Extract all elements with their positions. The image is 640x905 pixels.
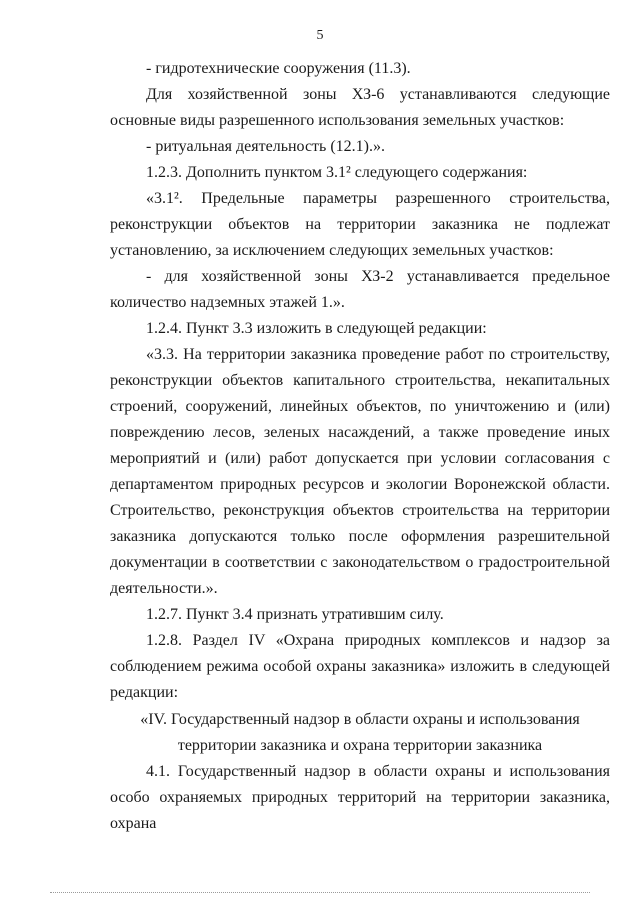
page-number: 5 bbox=[316, 28, 324, 43]
paragraph: 1.2.3. Дополнить пунктом 3.1² следующего содержания: bbox=[146, 164, 528, 181]
paragraph: «3.1². Предельные параметры разрешенного строительства, реконструкции объектов на территории заказника не подлежат установлению, за исключением следующих земельных участков: bbox=[110, 190, 610, 259]
section-heading: территории заказника и охрана территории заказника bbox=[177, 737, 543, 754]
paragraph: 4.1. Государственный надзор в области охраны и использования особо охраняемых природных территорий на территории заказника, охрана bbox=[110, 763, 610, 832]
paragraph: 1.2.7. Пункт 3.4 признать утратившим силу. bbox=[146, 606, 444, 623]
paragraph: - для хозяйственной зоны ХЗ-2 устанавливается предельное количество надземных этажей 1.». bbox=[110, 268, 610, 311]
paragraph: Для хозяйственной зоны ХЗ-6 устанавливаются следующие основные виды разрешенного использования земельных участков: bbox=[110, 86, 610, 129]
document-body bbox=[110, 56, 610, 837]
paragraph: «3.3. На территории заказника проведение работ по строительству, реконструкции объектов капитального строительства, некапитальных строений, сооружений, линейных объектов, по уничтожению и (или) повреждению лесов, зеленых насаждений, а также проведение иных мероприятий и (или) работ допускается при условии согласования с департаментом природных ресурсов и экологии Воронежской области. Строительство, реконструкция объектов строительства на территории заказника допускаются только после оформления разрешительной документации в соответствии с законодательством о градостроительной деятельности.». bbox=[110, 346, 610, 597]
paragraph: - гидротехнические сооружения (11.3). bbox=[146, 60, 411, 77]
section-heading: «IV. Государственный надзор в области охраны и использования bbox=[140, 711, 580, 728]
paragraph: 1.2.8. Раздел IV «Охрана природных комплексов и надзор за соблюдением режима особой охраны заказника» изложить в следующей редакции: bbox=[110, 632, 610, 701]
paragraph: - ритуальная деятельность (12.1).». bbox=[146, 138, 385, 155]
paragraph: 1.2.4. Пункт 3.3 изложить в следующей редакции: bbox=[146, 320, 487, 337]
page-bottom-edge bbox=[50, 892, 590, 893]
